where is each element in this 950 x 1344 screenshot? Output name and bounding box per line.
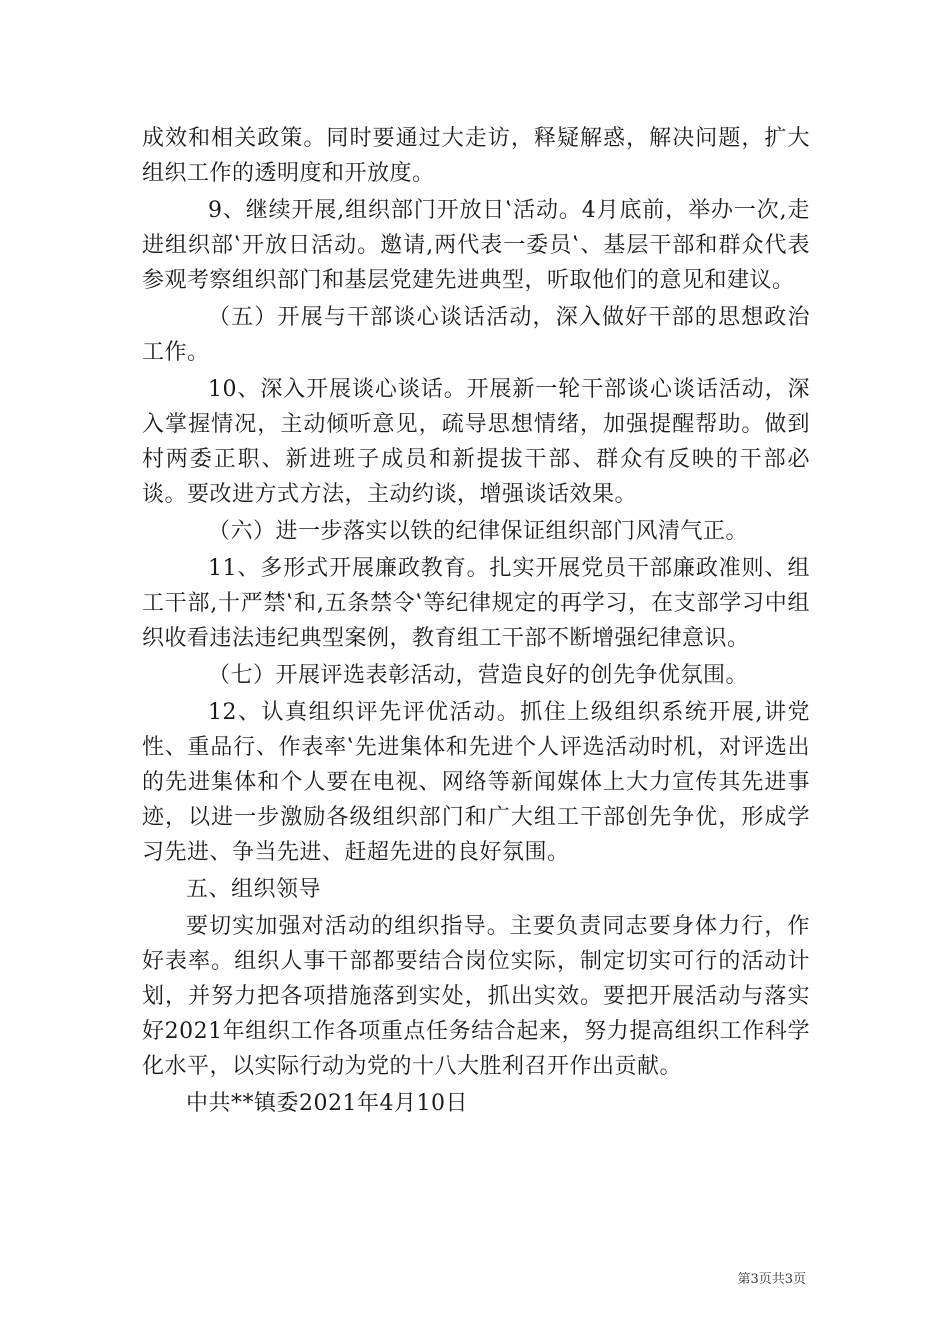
paragraph-item-12: 12、认真组织评先评优活动。抓住上级组织系统开展,讲党性、重品行、作表率‛先进集体和先进个人评选活动时机，对评选出的先进集体和个人要在电视、网络等新闻媒体上大力宣传其先进事迹，以进一步激励各级组织部门和广大组工干部创先争优，形成学习先进、争当先进、赶超先进的良好氛围。 <box>142 700 810 865</box>
document-body <box>142 121 810 1121</box>
paragraph-item-9: 9、继续开展,组织部门开放日‛活动。4月底前，举办一次,走进组织部‛开放日活动。邀请,两代表一委员‛、基层干部和群众代表参观考察组织部门和基层党建先进典型，听取他们的意见和建议。 <box>142 198 810 293</box>
paragraph-leadership: 要切实加强对活动的组织指导。主要负责同志要身体力行，作好表率。组织人事干部都要结合岗位实际，制定切实可行的活动计划，并努力把各项措施落到实处，抓出实效。要把开展活动与落实好2021年组织工作各项重点任务结合起来，努力提高组织工作科学化水平，以实际行动为党的十八大胜利召开作出贡献。 <box>142 914 810 1079</box>
section-heading-5: （五）开展与干部谈心谈话活动，深入做好干部的思想政治工作。 <box>142 305 810 365</box>
signature-line: 中共**镇委2021年4月10日 <box>186 1091 468 1116</box>
section-heading-7: （七）开展评选表彰活动，营造良好的创先争优氛围。 <box>208 663 749 688</box>
page-number: 第3页共3页 <box>737 1272 806 1287</box>
section-heading-6: （六）进一步落实以铁的纪律保证组织部门风清气正。 <box>208 519 749 544</box>
paragraph-item-10: 10、深入开展谈心谈话。开展新一轮干部谈心谈话活动，深入掌握情况，主动倾听意见，疏导思想情绪，加强提醒帮助。做到村两委正职、新进班子成员和新提拔干部、群众有反映的干部必谈。要改进方式方法，主动约谈，增强谈话效果。 <box>142 377 810 507</box>
paragraph-continuation: 成效和相关政策。同时要通过大走访，释疑解惑，解决问题，扩大组织工作的透明度和开放度。 <box>142 126 810 186</box>
paragraph-item-11: 11、多形式开展廉政教育。扎实开展党员干部廉政准则、组工干部,十严禁‛和,五条禁令‛等纪律规定的再学习，在支部学习中组织收看违法违纪典型案例，教育组工干部不断增强纪律意识。 <box>142 556 810 651</box>
section-heading-leadership: 五、组织领导 <box>186 877 322 902</box>
